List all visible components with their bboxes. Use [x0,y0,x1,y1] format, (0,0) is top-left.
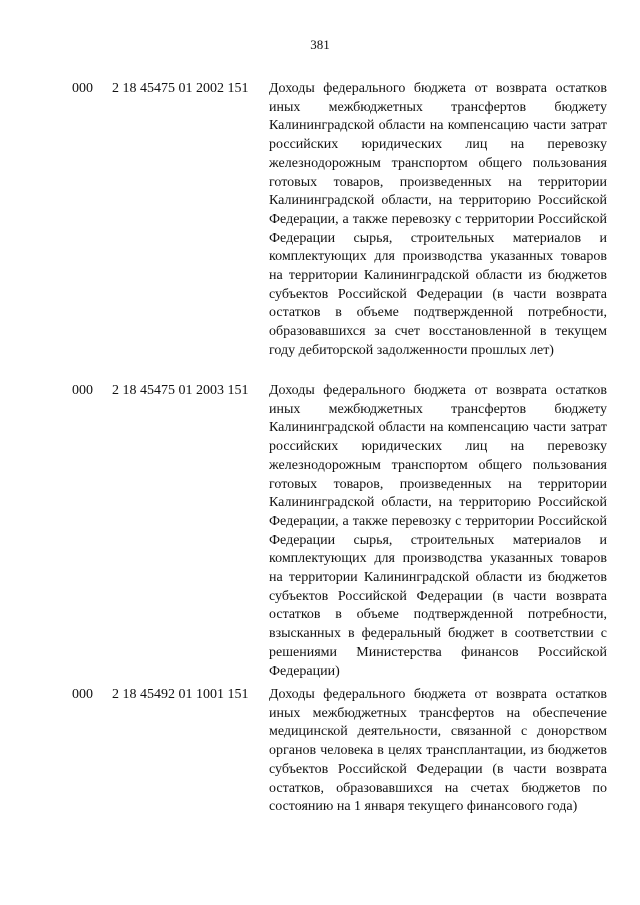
page-number: 381 [310,37,330,52]
admin-code: 000 [72,81,93,96]
admin-code: 000 [72,383,93,398]
kbk-code: 2 18 45475 01 2003 151 [112,383,249,398]
row-description: Доходы федерального бюджета от возврата остатков иных межбюджетных трансфертов бюджету Калининградской области на компенсацию части затрат российских юридических лиц на перевозку железнодорожным транспортом общего пользования готовых товаров, произведенных на территории Калининградской области, на территорию Российской Федерации, а также перевозку с территории Российской Федерации сырья, строительных материалов и комплектующих для производства указанных товаров на территории Калининградской области из бюджетов субъектов Российской Федерации (в части возврата остатков в объеме подтвержденной потребности, взысканных в федеральный бюджет в соответствии с решениями Министерства финансов Российской Федерации) [269,383,607,679]
admin-code: 000 [72,687,93,702]
kbk-code: 2 18 45475 01 2002 151 [112,81,249,96]
row-description: Доходы федерального бюджета от возврата остатков иных межбюджетных трансфертов бюджету Калининградской области на компенсацию части затрат российских юридических лиц на перевозку железнодорожным транспортом общего пользования готовых товаров, произведенных на территории Калининградской области, на территорию Российской Федерации, а также перевозку с территории Российской Федерации сырья, строительных материалов и комплектующих для производства указанных товаров на территории Калининградской области из бюджетов субъектов Российской Федерации (в части возврата остатков в объеме подтвержденной потребности, образовавшихся за счет восстановленной в текущем году дебиторской задолженности прошлых лет) [269,81,607,358]
row-description: Доходы федерального бюджета от возврата остатков иных межбюджетных трансфертов на обеспечение медицинской деятельности, связанной с донорством органов человека в целях трансплантации, из бюджетов субъектов Российской Федерации (в части возврата остатков, образовавшихся на счетах бюджетов по состоянию на 1 января текущего финансового года) [269,687,607,815]
kbk-code: 2 18 45492 01 1001 151 [112,687,249,702]
